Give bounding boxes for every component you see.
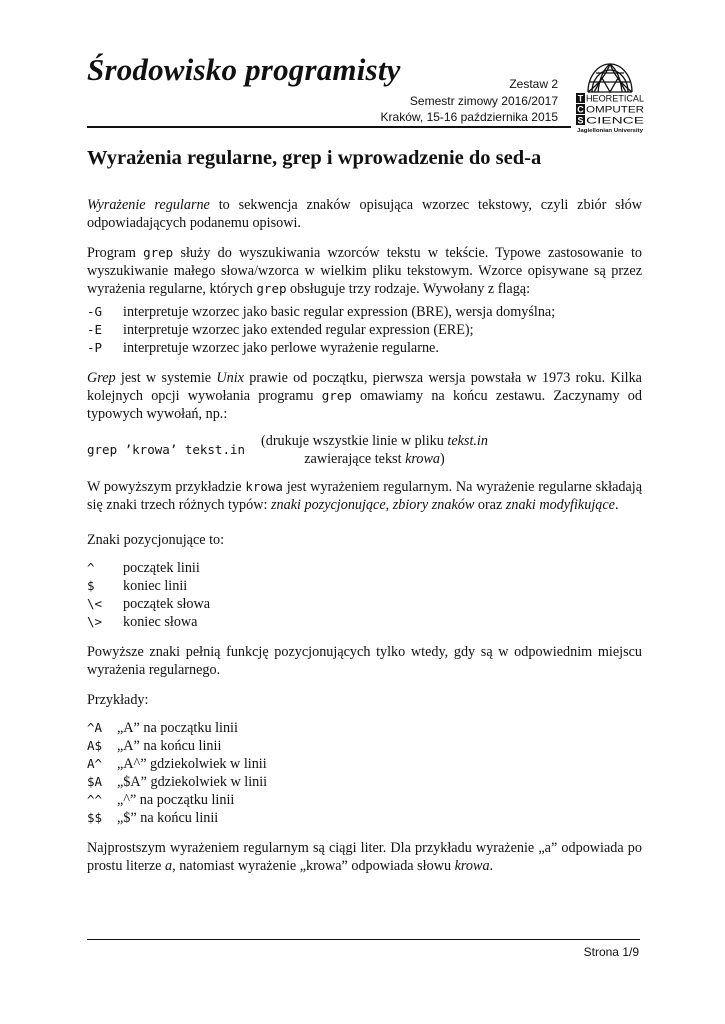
example-desc: „A” na początku linii bbox=[117, 720, 238, 736]
logo-line-3: CIENCE bbox=[586, 115, 644, 126]
example-desc: „A” na końcu linii bbox=[117, 738, 222, 754]
flag-key: -G bbox=[87, 304, 103, 319]
logo-line-2: OMPUTER bbox=[586, 104, 645, 115]
page-number: Strona 1/9 bbox=[583, 945, 639, 959]
symbol-desc: koniec linii bbox=[123, 578, 188, 594]
paragraph-character-types: W powyższym przykładzie krowa jest wyrażeniem regularnym. Na wyrażenie regularne składają się znaki trzech różnych typów: znaki pozycjonujące, zbiory znaków oraz znaki modyfikujące. bbox=[87, 479, 642, 513]
logo-letter-s: S bbox=[577, 115, 584, 126]
symbol-desc: koniec słowa bbox=[123, 614, 198, 630]
paragraph-grep-intro: Program grep służy do wyszukiwania wzorców tekstu w tekście. Typowe zastosowanie to wyszukiwanie małego słowa/wzorca w wielkim pliku tekstowym. Wzorce opisywane są przez wyrażenia regularne, których grep obsługuje trzy rodzaje. Wywołany z flagą: bbox=[87, 245, 642, 297]
flag-key: -P bbox=[87, 340, 103, 355]
flag-desc: interpretuje wzorzec jako basic regular expression (BRE), wersja domyślna; bbox=[123, 304, 556, 320]
term-regex: Wyrażenie regularne bbox=[87, 197, 210, 213]
code-grep: grep bbox=[256, 281, 287, 296]
semester-label: Semestr zimowy 2016/2017 bbox=[409, 94, 558, 108]
command-text: grep ’krowa’ tekst.in bbox=[87, 442, 246, 457]
set-label: Zestaw 2 bbox=[509, 77, 558, 91]
symbol: \< bbox=[87, 596, 103, 611]
flag-desc: interpretuje wzorzec jako extended regular expression (ERE); bbox=[123, 322, 474, 338]
symbol: \> bbox=[87, 614, 103, 629]
paragraph-positional-note: Powyższe znaki pełnią funkcję pozycjonujących tylko wtedy, gdy są w odpowiednim miejscu wyrażenia regularnego. bbox=[87, 644, 642, 678]
positional-list bbox=[87, 559, 642, 631]
examples-list bbox=[87, 719, 642, 827]
flag-desc: interpretuje wzorzec jako perlowe wyrażenie regularne. bbox=[123, 340, 439, 356]
flag-key: -E bbox=[87, 322, 103, 337]
symbol: ^ bbox=[87, 560, 95, 575]
place-date-label: Kraków, 15-16 października 2015 bbox=[380, 110, 558, 124]
logo-university: Jagiellonian University bbox=[577, 128, 644, 134]
header-rule bbox=[87, 126, 571, 128]
example-command bbox=[87, 432, 642, 468]
example-desc: „$” na końcu linii bbox=[117, 810, 219, 826]
example-desc: „^” na początku linii bbox=[117, 792, 235, 808]
symbol-desc: początek linii bbox=[123, 560, 200, 576]
command-description: (drukuje wszystkie linie w pliku tekst.in zawierające tekst krowa) bbox=[261, 433, 488, 467]
paragraph-grep-history: Grep jest w systemie Unix prawie od początku, pierwsza wersja powstała w 1973 roku. Kilka kolejnych opcji wywołania programu grep omawiamy na końcu zestawu. Zaczynamy od typowych wywołań, np.: bbox=[87, 370, 642, 422]
document-title: Środowisko programisty bbox=[87, 52, 401, 87]
example-pattern: A$ bbox=[87, 738, 103, 753]
example-pattern: ^A bbox=[87, 720, 103, 735]
examples-intro: Przykłady: bbox=[87, 692, 149, 708]
code-grep: grep bbox=[321, 388, 352, 403]
section-title: Wyrażenia regularne, grep i wprowadzenie do sed-a bbox=[87, 147, 542, 169]
example-pattern: A^ bbox=[87, 756, 103, 771]
paragraph-definition: Wyrażenie regularne to sekwencja znaków opisująca wzorzec tekstowy, czyli zbiór słów odpowiadających podanemu opisowi. bbox=[87, 197, 642, 231]
symbol: $ bbox=[87, 578, 95, 593]
tcs-logo bbox=[574, 56, 646, 134]
logo-line-1: HEORETICAL bbox=[586, 93, 644, 104]
flag-list bbox=[87, 303, 642, 357]
paragraph-literal-strings: Najprostszym wyrażeniem regularnym są ciągi liter. Dla przykładu wyrażenie „a” odpowiada po prostu literze a, natomiast wyrażenie „krowa” odpowiada słowu krowa. bbox=[87, 840, 642, 874]
logo-letter-c: C bbox=[577, 104, 584, 115]
symbol-desc: początek słowa bbox=[123, 596, 211, 612]
logo-letter-t: T bbox=[577, 93, 584, 104]
example-desc: „$A” gdziekolwiek w linii bbox=[117, 774, 268, 790]
document-body bbox=[87, 196, 642, 875]
example-pattern: $$ bbox=[87, 810, 103, 825]
footer-rule bbox=[87, 939, 640, 940]
logo-dome-icon bbox=[588, 64, 632, 92]
positional-intro: Znaki pozycjonujące to: bbox=[87, 532, 225, 548]
example-pattern: $A bbox=[87, 774, 103, 789]
code-grep: grep bbox=[143, 245, 174, 260]
code-krowa: krowa bbox=[245, 479, 283, 494]
example-pattern: ^^ bbox=[87, 792, 103, 807]
example-desc: „A^” gdziekolwiek w linii bbox=[117, 756, 267, 772]
